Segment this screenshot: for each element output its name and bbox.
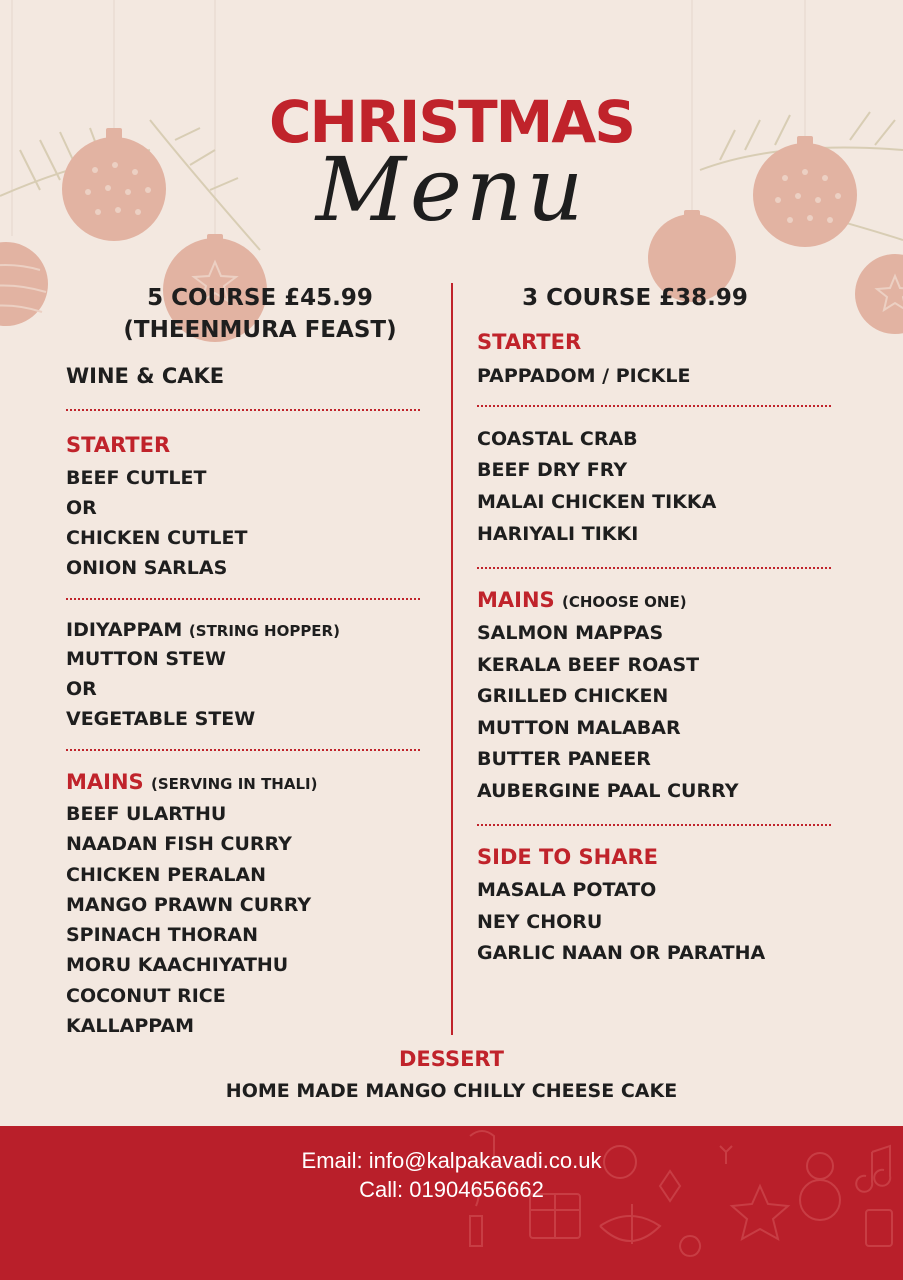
left-mains-item: BEEF ULARTHU (66, 803, 227, 825)
right-mains-item: MUTTON MALABAR (477, 717, 681, 739)
left-mains-item: MORU KAACHIYATHU (66, 954, 289, 976)
right-mains-item: BUTTER PANEER (477, 748, 651, 770)
left-mains-item: COCONUT RICE (66, 985, 226, 1007)
right-mains-item: KERALA BEEF ROAST (477, 654, 700, 676)
idiyappam-label: IDIYAPPAM (66, 619, 183, 641)
dotted-separator (66, 409, 420, 411)
dotted-separator (66, 598, 420, 600)
left-mains-item: MANGO PRAWN CURRY (66, 894, 312, 916)
column-divider (451, 283, 453, 1035)
left-mains-note: (SERVING IN THALI) (150, 775, 318, 793)
right-mains-item: GRILLED CHICKEN (477, 685, 669, 707)
five-course-price: 5 COURSE £45.99 (147, 285, 373, 311)
right-second-item: COASTAL CRAB (477, 428, 638, 450)
left-mains-item: KALLAPPAM (66, 1015, 195, 1037)
five-course-title (60, 282, 460, 346)
right-mains-heading (477, 588, 687, 612)
right-starter-item: PAPPADOM / PICKLE (477, 365, 691, 387)
left-mains-item: NAADAN FISH CURRY (66, 833, 292, 855)
dessert-item: HOME MADE MANGO CHILLY CHEESE CAKE (225, 1080, 678, 1102)
left-starter-heading: STARTER (66, 433, 171, 457)
left-starter-item: OR (66, 497, 97, 519)
side-item: GARLIC NAAN OR PARATHA (477, 942, 766, 964)
right-mains-item: AUBERGINE PAAL CURRY (477, 780, 739, 802)
dotted-separator (66, 749, 420, 751)
right-second-item: BEEF DRY FRY (477, 459, 628, 481)
stew-item: VEGETABLE STEW (66, 708, 256, 730)
left-starter-item: CHICKEN CUTLET (66, 527, 248, 549)
dessert-heading: DESSERT (399, 1047, 504, 1071)
right-mains-item: SALMON MAPPAS (477, 622, 664, 644)
title-christmas: CHRISTMAS (268, 88, 635, 156)
dotted-separator (477, 824, 831, 826)
dotted-separator (477, 567, 831, 569)
idiyappam-note: (STRING HOPPER) (188, 622, 340, 640)
three-course-title: 3 COURSE £38.99 (522, 285, 748, 311)
right-second-item: HARIYALI TIKKI (477, 523, 639, 545)
left-mains-item: CHICKEN PERALAN (66, 864, 267, 886)
right-second-item: MALAI CHICKEN TIKKA (477, 491, 717, 513)
idiyappam-item (66, 619, 340, 641)
stew-item: OR (66, 678, 97, 700)
dotted-separator (477, 405, 831, 407)
footer-phone: Call: 01904656662 (359, 1177, 544, 1202)
title-menu-script: Menu (315, 138, 588, 241)
stew-item: MUTTON STEW (66, 648, 226, 670)
side-item: NEY CHORU (477, 911, 603, 933)
left-starter-item: BEEF CUTLET (66, 467, 207, 489)
footer-bar (0, 1126, 903, 1280)
side-to-share-heading: SIDE TO SHARE (477, 845, 658, 869)
right-mains-note: (CHOOSE ONE) (561, 593, 687, 611)
footer-email: Email: info@kalpakavadi.co.uk (301, 1148, 602, 1173)
left-mains-label: MAINS (66, 770, 144, 794)
five-course-subtitle: (THEENMURA FEAST) (123, 317, 397, 343)
left-mains-item: SPINACH THORAN (66, 924, 258, 946)
right-starter-heading: STARTER (477, 330, 582, 354)
left-starter-item: ONION SARLAS (66, 557, 228, 579)
right-mains-label: MAINS (477, 588, 555, 612)
wine-and-cake: WINE & CAKE (66, 364, 225, 388)
left-mains-heading (66, 770, 317, 794)
side-item: MASALA POTATO (477, 879, 657, 901)
